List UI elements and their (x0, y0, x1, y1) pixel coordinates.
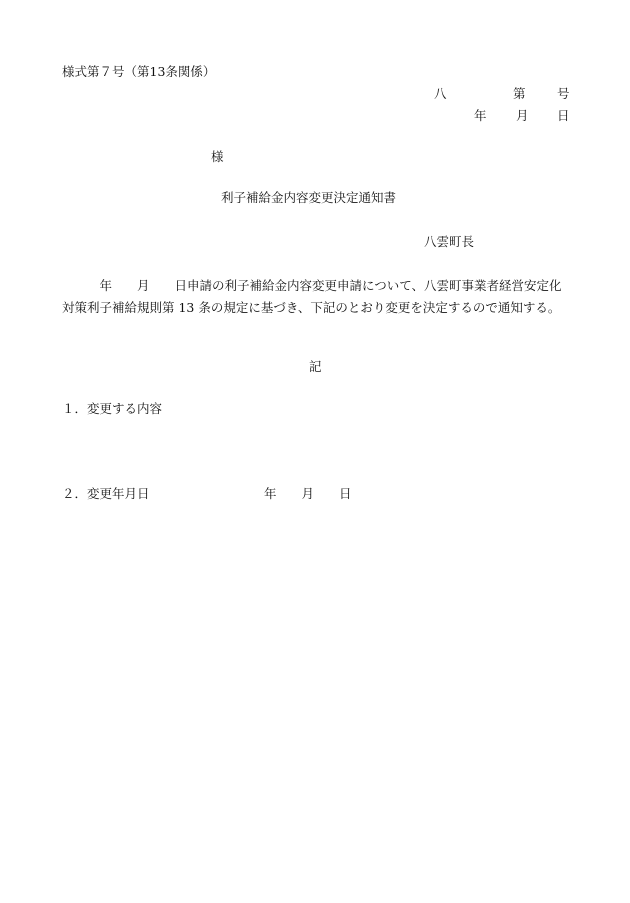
date-month-label: 月 (516, 108, 529, 123)
date-year-label: 年 (474, 108, 487, 123)
document-number-dai: 第 (513, 86, 526, 101)
body-paragraph: 年 月 日申請の利子補給金内容変更申請について、八雲町事業者経営安定化対策利子補給規則第 13 条の規定に基づき、下記のとおり変更を決定するので通知する。 (62, 278, 562, 315)
document-title: 利子補給金内容変更決定通知書 (221, 190, 397, 205)
document-number-go: 号 (557, 86, 570, 101)
addressee: 様 (211, 149, 224, 164)
issuer: 八雲町長 (424, 234, 475, 249)
date-day-label: 日 (557, 108, 570, 123)
item-change-date-label: ２．変更年月日 (62, 486, 150, 501)
document-number-prefix: 八 (434, 86, 447, 101)
item-change-content-label: １．変更する内容 (62, 401, 163, 416)
ki-heading: 記 (309, 359, 322, 374)
item-change-date-value: 年 月 日 (264, 486, 352, 501)
form-number: 様式第７号（第13条関係） (62, 64, 216, 79)
